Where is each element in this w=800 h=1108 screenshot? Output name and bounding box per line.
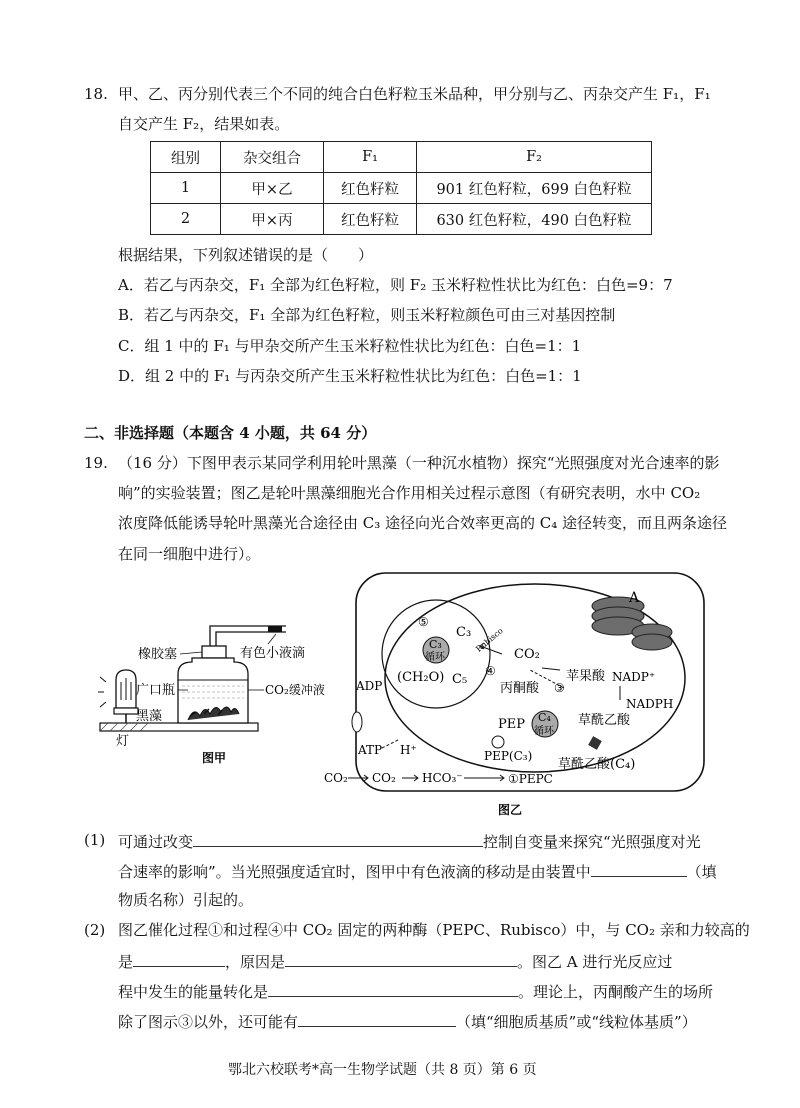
figure-jia-stopper-label: 橡胶塞 — [138, 647, 178, 662]
answer-blank[interactable] — [285, 950, 517, 967]
process-two-icon — [492, 736, 504, 748]
q19-line2: 响”的实验装置；图乙是轮叶黑藻细胞光合作用相关过程示意图（有研究表明，水中 CO₂ — [118, 484, 701, 502]
table-cell: 2 — [151, 204, 221, 235]
table-cell: 红色籽粒 — [324, 173, 417, 204]
c3-cycle-label-top: C₃ — [429, 638, 442, 651]
lamp-icon — [98, 670, 138, 723]
sub1-line2 — [118, 860, 717, 882]
answer-blank[interactable] — [133, 950, 225, 967]
label-A: A — [629, 590, 640, 606]
q19-line3: 浓度降低能诱导轮叶黑藻光合途径由 C₃ 途径向光合效率更高的 C₄ 途径转变，而且两条途径 — [118, 514, 728, 532]
section-heading: 二、非选择题（本题含 4 小题，共 64 分） — [84, 424, 377, 442]
table-cell: 901 红色籽粒，699 白色籽粒 — [417, 173, 652, 204]
sub2-line2 — [118, 950, 672, 972]
q18-number: 18. — [84, 85, 108, 103]
sub2-text-e: 程中发生的能量转化是 — [118, 983, 269, 1001]
answer-blank[interactable] — [298, 1010, 456, 1027]
answer-blank[interactable] — [268, 980, 518, 997]
figure-jia-lamp-label: 灯 — [116, 734, 130, 749]
label-one-pepc: ①PEPC — [508, 772, 553, 786]
label-rubisco: Rubisco — [474, 626, 505, 654]
sub1-text-b: 控制自变量来探究“光照强度对光 — [483, 833, 701, 851]
q18-line1: 甲、乙、丙分别代表三个不同的纯合白色籽粒玉米品种，甲分别与乙、丙杂交产生 F₁，F₁ — [118, 85, 711, 103]
sub2-line4 — [118, 1010, 697, 1032]
label-ch2o: (CH₂O) — [397, 670, 445, 685]
q18-option-a: A．若乙与丙杂交，F₁ 全部为红色籽粒，则 F₂ 玉米籽粒性状比为红色：白色=9：7 — [118, 276, 673, 294]
label-atp: ATP — [358, 743, 383, 757]
q18-option-b: B．若乙与丙杂交，F₁ 全部为红色籽粒，则玉米籽粒颜色可由三对基因控制 — [118, 306, 616, 324]
table-cell: 甲×乙 — [221, 173, 324, 204]
q19-line1: （16 分）下图甲表示某同学利用轮叶黑藻（一种沉水植物）探究“光照强度对光合速率的影 — [118, 454, 720, 472]
label-hco3: HCO₃⁻ — [422, 771, 463, 785]
c3-cycle-label-bottom: 循环 — [425, 652, 445, 663]
label-pyruvate: 丙酮酸 — [500, 681, 540, 696]
jar — [178, 626, 286, 723]
label-pep: PEP — [498, 717, 525, 732]
table-row — [151, 204, 652, 235]
q18-line2: 自交产生 F₂，结果如表。 — [118, 115, 290, 133]
table-header: F₁ — [324, 142, 417, 173]
proton-pump-icon — [352, 712, 362, 732]
table-header: 杂交组合 — [221, 142, 324, 173]
label-five: ⑤ — [418, 615, 429, 629]
label-adp: ADP — [356, 679, 383, 693]
label-co2-outside: CO₂ — [324, 771, 348, 785]
sub1-number: (1) — [84, 831, 106, 849]
c4-cycle-label-bottom: 循环 — [534, 726, 554, 737]
label-malate: 苹果酸 — [566, 669, 606, 684]
sub2-text-d: 。图乙 A 进行光反应过 — [517, 953, 673, 971]
label-oaa-c4: 草酰乙酸(C₄) — [558, 757, 636, 772]
label-pep-c3: PEP(C₃) — [484, 749, 533, 763]
page-footer: 鄂北六校联考*高一生物学试题（共 8 页）第 6 页 — [228, 1062, 537, 1078]
table-header: F₂ — [417, 142, 652, 173]
sub2-text-f: 。理论上，丙酮酸产生的场所 — [518, 983, 714, 1001]
figure-jia-algae-label: 黑藻 — [136, 709, 163, 724]
sub2-line3 — [118, 980, 713, 1002]
c4-cycle-label-top: C₄ — [538, 711, 551, 724]
label-co2-mid: CO₂ — [372, 771, 396, 785]
q18-option-c: C．组 1 中的 F₁ 与甲杂交所产生玉米籽粒性状比为红色：白色=1：1 — [118, 337, 582, 355]
figure-yi-caption: 图乙 — [498, 803, 523, 817]
table-row — [151, 173, 652, 204]
label-oaa: 草酰乙酸 — [578, 713, 631, 728]
label-nadph: NADPH — [626, 697, 674, 711]
table-header-row — [151, 142, 652, 173]
sub2-text-b: 是 — [118, 953, 134, 971]
q18-option-d: D．组 2 中的 F₁ 与丙杂交所产生玉米籽粒性状比为红色：白色=1：1 — [118, 367, 582, 385]
answer-blank[interactable] — [193, 830, 483, 847]
table-cell: 630 红色籽粒，490 白色籽粒 — [417, 204, 652, 235]
table-cell: 红色籽粒 — [324, 204, 417, 235]
table-cell: 1 — [151, 173, 221, 204]
label-h: H⁺ — [400, 743, 417, 757]
sub1-text-d: （填 — [686, 863, 717, 881]
label-nadp: NADP⁺ — [612, 670, 656, 684]
sub2-line1: 图乙催化过程①和过程④中 CO₂ 固定的两种酶（PEPC、Rubisco）中，与 CO₂ 亲和力较高的 — [118, 921, 750, 939]
figure-jia-buffer-label: CO₂缓冲液 — [265, 683, 325, 697]
figure-yi — [320, 570, 710, 820]
sub1-line1 — [118, 830, 701, 852]
sub1-text-c: 合速率的影响”。当光照强度适宜时，图甲中有色液滴的移动是由装置中 — [118, 863, 591, 881]
q19-line4: 在同一细胞中进行）。 — [118, 545, 261, 563]
figure-jia-caption: 图甲 — [202, 751, 227, 765]
table-header: 组别 — [151, 142, 221, 173]
figure-jia — [98, 620, 338, 765]
table-cell: 甲×丙 — [221, 204, 324, 235]
sub1-text-a: 可通过改变 — [118, 833, 194, 851]
label-c5: C₅ — [452, 672, 468, 687]
sub1-line3: 物质名称）引起的。 — [118, 891, 254, 909]
sub2-text-h: （填“细胞质基质”或“线粒体基质”） — [456, 1013, 697, 1031]
figure-jia-bottle-label: 广口瓶 — [136, 683, 176, 698]
answer-blank[interactable] — [591, 860, 687, 877]
sub2-text-c: ，原因是 — [225, 953, 286, 971]
q19-number: 19. — [84, 454, 108, 472]
sub2-number: (2) — [84, 921, 106, 939]
sub2-text-g: 除了图示③以外，还可能有 — [118, 1013, 299, 1031]
label-four: ④ — [485, 664, 496, 678]
label-co2-inner: CO₂ — [514, 647, 540, 662]
q18-stem: 根据结果，下列叙述错误的是（ ） — [118, 246, 374, 264]
label-three: ③ — [554, 681, 565, 695]
label-c3: C₃ — [456, 625, 472, 640]
figure-jia-droplet-label: 有色小液滴 — [240, 646, 306, 661]
q18-table — [150, 141, 652, 235]
